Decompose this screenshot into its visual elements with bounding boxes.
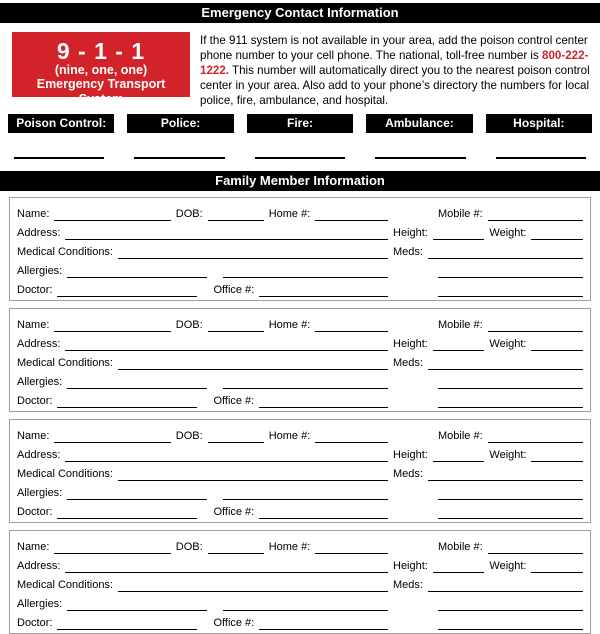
meds-group [393,578,583,592]
instructions-text-before: If the 911 system is not available in your area, add the poison control center phone number to your cell phone. The national, toll-free number is [200,34,588,62]
home-phone-label: Home #: [268,319,311,331]
family-row-medical-meds [17,462,583,481]
mobile-phone-blank-line [488,432,583,443]
mobile-phone-label: Mobile #: [438,319,483,331]
medical-conditions-label: Medical Conditions: [17,468,113,480]
meds-blank-line [428,470,583,481]
meds-continuation-line-2 [438,286,583,297]
doctor-blank-line [57,619,197,630]
weight-blank-line [531,229,583,240]
height-label: Height: [393,449,428,461]
name-label: Name: [17,319,50,331]
police-blank-line [134,157,224,159]
medical-conditions-label: Medical Conditions: [17,246,113,258]
allergies-continuation-line [223,378,388,389]
dob-blank-line [208,210,264,221]
doctor-blank-line [57,397,197,408]
dob-label: DOB: [175,208,203,220]
mobile-phone-group [393,318,583,332]
medical-conditions-label: Medical Conditions: [17,579,113,591]
family-row-doctor-office [17,278,583,297]
emergency-contacts-blank-row [0,157,600,159]
911-words: (nine, one, one) [54,63,148,77]
emergency-contact-header [0,3,600,23]
meds-continuation-group-2 [393,508,583,519]
meds-continuation-line-1 [438,267,583,278]
home-phone-label: Home #: [268,208,311,220]
family-row-allergies [17,481,583,500]
family-member-block [9,419,591,523]
meds-label: Meds: [393,357,423,369]
address-label: Address: [17,338,61,350]
meds-label: Meds: [393,579,423,591]
family-row-address-height-weight [17,554,583,573]
meds-continuation-group-2 [393,286,583,297]
police-label: Police: [127,114,233,133]
instructions-paragraph [200,32,590,108]
mobile-phone-label: Mobile #: [438,430,483,442]
home-phone-blank-line [315,321,388,332]
address-label: Address: [17,560,61,572]
mobile-phone-blank-line [488,321,583,332]
top-info-section [12,32,590,108]
hospital-blank-line [496,157,586,159]
family-row-doctor-office [17,389,583,408]
address-blank-line [65,451,388,462]
height-label: Height: [393,227,428,239]
medical-conditions-blank-line [118,581,388,592]
home-phone-blank-line [315,210,388,221]
page-title: Emergency Contact Information [201,5,399,20]
meds-continuation-group-2 [393,619,583,630]
mobile-phone-label: Mobile #: [438,208,483,220]
meds-continuation-group-2 [393,397,583,408]
home-phone-blank-line [315,543,388,554]
family-row-name-dob-phones [17,535,583,554]
family-member-block [9,530,591,634]
height-weight-group [393,337,583,351]
mobile-phone-group [393,540,583,554]
mobile-phone-label: Mobile #: [438,541,483,553]
height-weight-group [393,448,583,462]
office-phone-label: Office #: [213,395,255,407]
office-phone-blank-line [259,508,388,519]
mobile-phone-group [393,207,583,221]
doctor-label: Doctor: [17,395,53,407]
fire-label: Fire: [247,114,353,133]
height-blank-line [433,562,485,573]
family-row-allergies [17,259,583,278]
meds-continuation-group-1 [393,267,583,278]
doctor-label: Doctor: [17,284,53,296]
dob-blank-line [208,321,264,332]
height-weight-group [393,559,583,573]
weight-label: Weight: [489,227,527,239]
doctor-blank-line [57,286,197,297]
dob-blank-line [208,432,264,443]
family-row-address-height-weight [17,443,583,462]
name-blank-line [54,321,170,332]
family-member-block [9,197,591,301]
medical-conditions-blank-line [118,359,388,370]
meds-label: Meds: [393,246,423,258]
name-blank-line [54,543,170,554]
meds-continuation-line-1 [438,489,583,500]
meds-group [393,467,583,481]
family-row-doctor-office [17,611,583,630]
office-phone-label: Office #: [213,506,255,518]
dob-label: DOB: [175,541,203,553]
instructions-text-after: This number will automatically direct you to the nearest poison control center in your area. Also add to your phone’s directory the numbers for local police, fire, ambulance, and hospital. [200,64,590,107]
family-row-allergies [17,592,583,611]
mobile-phone-group [393,429,583,443]
home-phone-label: Home #: [268,541,311,553]
name-label: Name: [17,208,50,220]
ambulance-blank-line [375,157,465,159]
family-row-medical-meds [17,351,583,370]
poison-control-label: Poison Control: [8,114,114,133]
fire-blank-line [255,157,345,159]
height-blank-line [433,229,485,240]
meds-group [393,245,583,259]
meds-continuation-line-2 [438,397,583,408]
allergies-label: Allergies: [17,598,63,610]
poison-control-phone-number: 800-222-1222. [200,49,589,77]
name-blank-line [54,210,170,221]
meds-continuation-group-1 [393,600,583,611]
family-row-address-height-weight [17,332,583,351]
family-row-allergies [17,370,583,389]
address-label: Address: [17,227,61,239]
height-label: Height: [393,560,428,572]
office-phone-blank-line [259,619,388,630]
hospital-label: Hospital: [486,114,592,133]
address-blank-line [65,340,388,351]
ambulance-label: Ambulance: [366,114,472,133]
allergies-blank-line [67,378,207,389]
family-row-doctor-office [17,500,583,519]
medical-conditions-blank-line [118,248,388,259]
home-phone-label: Home #: [268,430,311,442]
dob-label: DOB: [175,430,203,442]
family-member-header [0,171,600,191]
family-row-name-dob-phones [17,424,583,443]
meds-continuation-line-1 [438,600,583,611]
family-row-medical-meds [17,240,583,259]
allergies-blank-line [67,267,207,278]
meds-label: Meds: [393,468,423,480]
name-label: Name: [17,430,50,442]
address-blank-line [65,229,388,240]
family-row-name-dob-phones [17,313,583,332]
allergies-label: Allergies: [17,487,63,499]
allergies-continuation-line [223,600,388,611]
family-row-name-dob-phones [17,202,583,221]
911-number: 9 - 1 - 1 [56,38,146,64]
height-label: Height: [393,338,428,350]
allergies-blank-line [67,600,207,611]
allergies-continuation-line [223,267,388,278]
meds-continuation-line-2 [438,619,583,630]
meds-continuation-line-1 [438,378,583,389]
meds-continuation-group-1 [393,489,583,500]
allergies-continuation-line [223,489,388,500]
office-phone-blank-line [259,286,388,297]
doctor-blank-line [57,508,197,519]
office-phone-label: Office #: [213,617,255,629]
allergies-blank-line [67,489,207,500]
address-label: Address: [17,449,61,461]
office-phone-blank-line [259,397,388,408]
family-row-medical-meds [17,573,583,592]
medical-conditions-blank-line [118,470,388,481]
weight-label: Weight: [489,449,527,461]
family-row-address-height-weight [17,221,583,240]
meds-continuation-group-1 [393,378,583,389]
weight-blank-line [531,340,583,351]
dob-blank-line [208,543,264,554]
doctor-label: Doctor: [17,617,53,629]
meds-group [393,356,583,370]
mobile-phone-blank-line [488,543,583,554]
weight-label: Weight: [489,338,527,350]
mobile-phone-blank-line [488,210,583,221]
medical-conditions-label: Medical Conditions: [17,357,113,369]
911-subtitle: Emergency Transport System [36,77,166,106]
doctor-label: Doctor: [17,506,53,518]
poison-control-blank-line [14,157,104,159]
home-phone-blank-line [315,432,388,443]
allergies-label: Allergies: [17,376,63,388]
height-weight-group [393,226,583,240]
weight-blank-line [531,562,583,573]
weight-blank-line [531,451,583,462]
name-blank-line [54,432,170,443]
meds-continuation-line-2 [438,508,583,519]
emergency-contacts-label-row [0,114,600,133]
dob-label: DOB: [175,319,203,331]
weight-label: Weight: [489,560,527,572]
family-member-block [9,308,591,412]
family-section-title: Family Member Information [215,173,385,188]
family-blocks [9,197,591,634]
name-label: Name: [17,541,50,553]
address-blank-line [65,562,388,573]
meds-blank-line [428,359,583,370]
height-blank-line [433,451,485,462]
height-blank-line [433,340,485,351]
meds-blank-line [428,581,583,592]
911-emergency-box [12,32,190,106]
meds-blank-line [428,248,583,259]
allergies-label: Allergies: [17,265,63,277]
office-phone-label: Office #: [213,284,255,296]
